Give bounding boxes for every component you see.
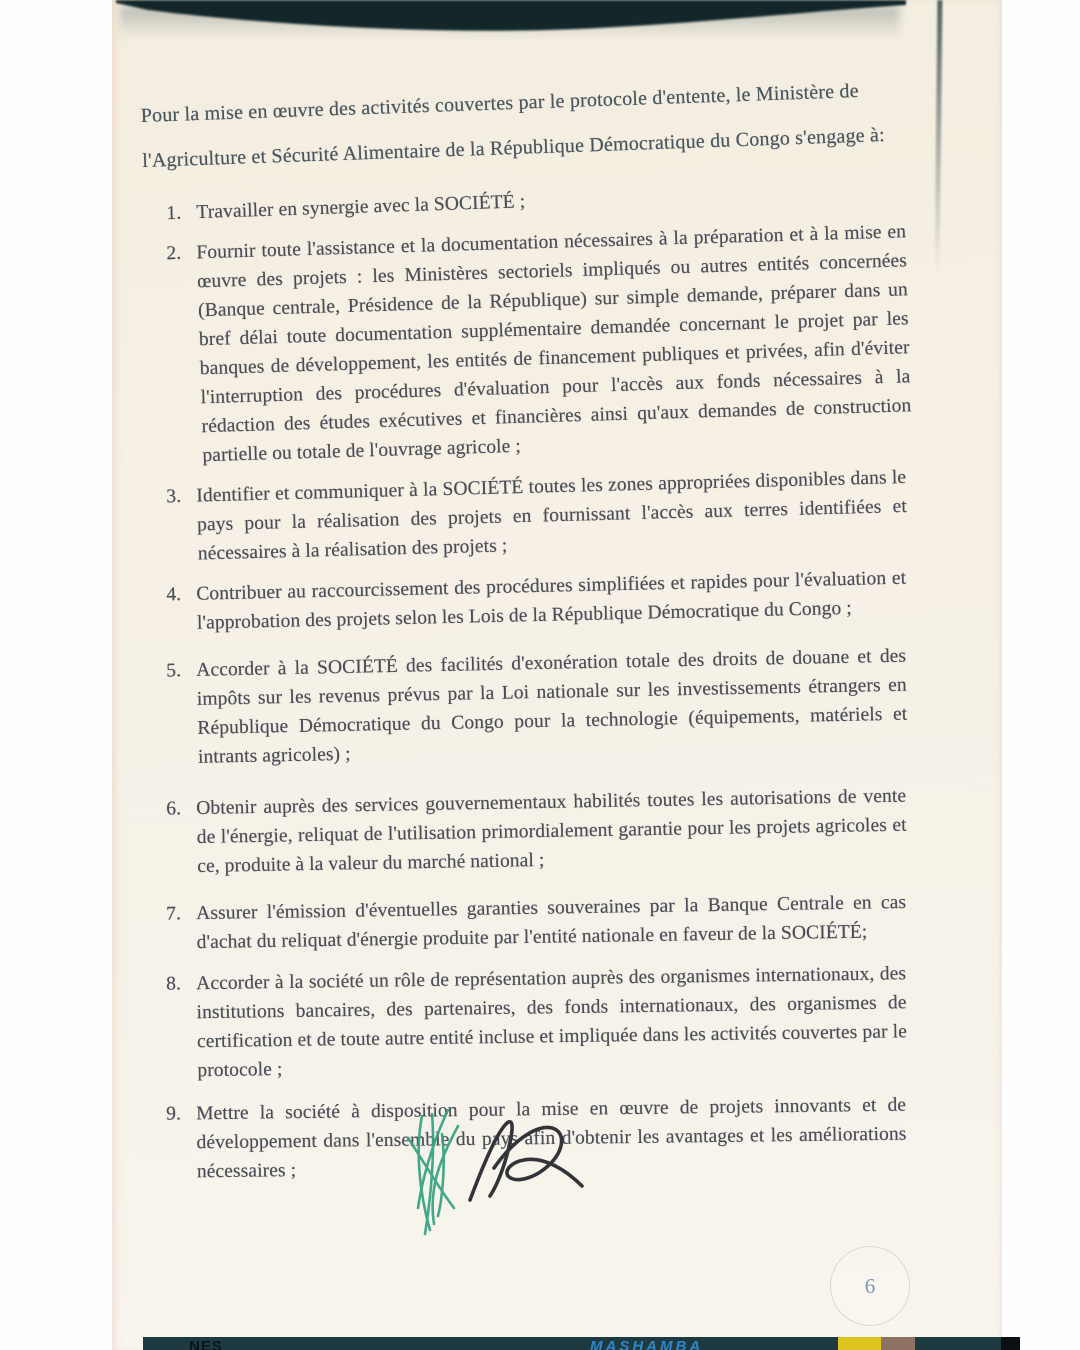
list-item bbox=[140, 564, 907, 639]
item-number: 1. bbox=[166, 202, 182, 225]
strip-left-fragment: NES bbox=[189, 1338, 223, 1350]
signature-ink bbox=[460, 1112, 590, 1207]
item-text: Contribuer au raccourcissement des procédures simplifiées et rapides pour l'évaluation et l'approbation des projets selon les Lois de la République Démocratique du Congo ; bbox=[196, 567, 907, 634]
item-number: 5. bbox=[166, 660, 182, 682]
item-text: Identifier et communiquer à la SOCIÉTÉ toutes les zones appropriées disponibles dans le pays pour la réalisation des projets en fournissant l'accès aux terres identifiées et nécessaires à la réalisation des projets ; bbox=[196, 466, 908, 565]
item-number: 3. bbox=[166, 485, 182, 508]
list-item bbox=[140, 642, 908, 773]
item-text: Travailler en synergie avec la SOCIÉTÉ ; bbox=[196, 191, 526, 224]
item-text: Mettre la société à disposition pour la mise en œuvre de projets innovants et de développement dans l'ensemble du pays afin d'obtenir les avantages et les améliorations nécessaires ; bbox=[196, 1094, 907, 1183]
numbered-list bbox=[140, 191, 912, 1187]
list-item bbox=[140, 463, 908, 570]
intro-line-1: Pour la mise en œuvre des activités couvertes par le protocole d'entente, le Ministère de bbox=[140, 79, 860, 127]
bottom-strip bbox=[143, 1337, 1020, 1350]
item-number: 8. bbox=[166, 973, 182, 995]
strip-brown-block bbox=[881, 1337, 915, 1350]
strip-yellow-block bbox=[838, 1337, 881, 1350]
page-number-stamp bbox=[830, 1246, 910, 1326]
item-number: 9. bbox=[166, 1103, 182, 1125]
page-number: 6 bbox=[864, 1273, 876, 1298]
item-text: Assurer l'émission d'éventuelles garanties souveraines par la Banque Centrale en cas d'achat du reliquat d'énergie produite par l'entité nationale en faveur de la SOCIÉTÉ; bbox=[196, 891, 907, 954]
strip-black-block bbox=[1001, 1337, 1020, 1350]
document-body bbox=[140, 79, 912, 1187]
strip-center-fragment: MASHAMBA bbox=[590, 1338, 704, 1350]
item-text: Accorder à la SOCIÉTÉ des facilités d'exonération totale des droits de douane et des impôts sur les revenus prévus par la Loi nationale sur les investissements étrangers en République Démocratique du Congo pour la technologie (équipements, matériels et intrants agricoles) ; bbox=[196, 645, 908, 768]
list-item bbox=[140, 782, 907, 882]
item-number: 2. bbox=[166, 242, 182, 265]
item-text: Accorder à la société un rôle de représentation auprès des organismes internationaux, des institutions bancaires, des partenaires, des fonds internationaux, des organismes de certification et de toute autre entité incluse et impliquée dans les activités couvertes par le protocole ; bbox=[196, 963, 908, 1082]
list-item bbox=[140, 888, 907, 958]
item-number: 7. bbox=[166, 903, 182, 925]
item-text: Obtenir auprès des services gouvernementaux habilités toutes les autorisations de vente de l'énergie, reliquat de l'utilisation primordialement garantie pour les projets agricoles et ce, produite à la valeur du marché national ; bbox=[196, 785, 907, 878]
top-overlapping-sheet-edge bbox=[108, 0, 918, 46]
item-text: Fournir toute l'assistance et la documentation nécessaires à la préparation et à la mise en œuvre des projets : les Ministères sectoriels impliqués ou autres entités concernées (Banque centrale, Présidence de la République) sur simple demande, préparer dans un bref délai toute documentation supplémentaire demandée concernant le projet par les banques de développement, les entités de financement publiques et privées, afin d'éviter l'interruption des procédures d'évaluation pour l'accès aux fonds nécessaires à la rédaction des études exécutives et financières ainsi qu'aux demandes de construction partielle ou totale de l'ouvrage agricole ; bbox=[196, 221, 912, 467]
list-item bbox=[140, 959, 908, 1086]
list-item bbox=[140, 217, 913, 472]
item-number: 6. bbox=[166, 798, 182, 820]
item-number: 4. bbox=[166, 584, 182, 606]
intro-line-2: l'Agriculture et Sécurité Alimentaire de la République Démocratique du Congo s'engage à: bbox=[141, 124, 886, 172]
